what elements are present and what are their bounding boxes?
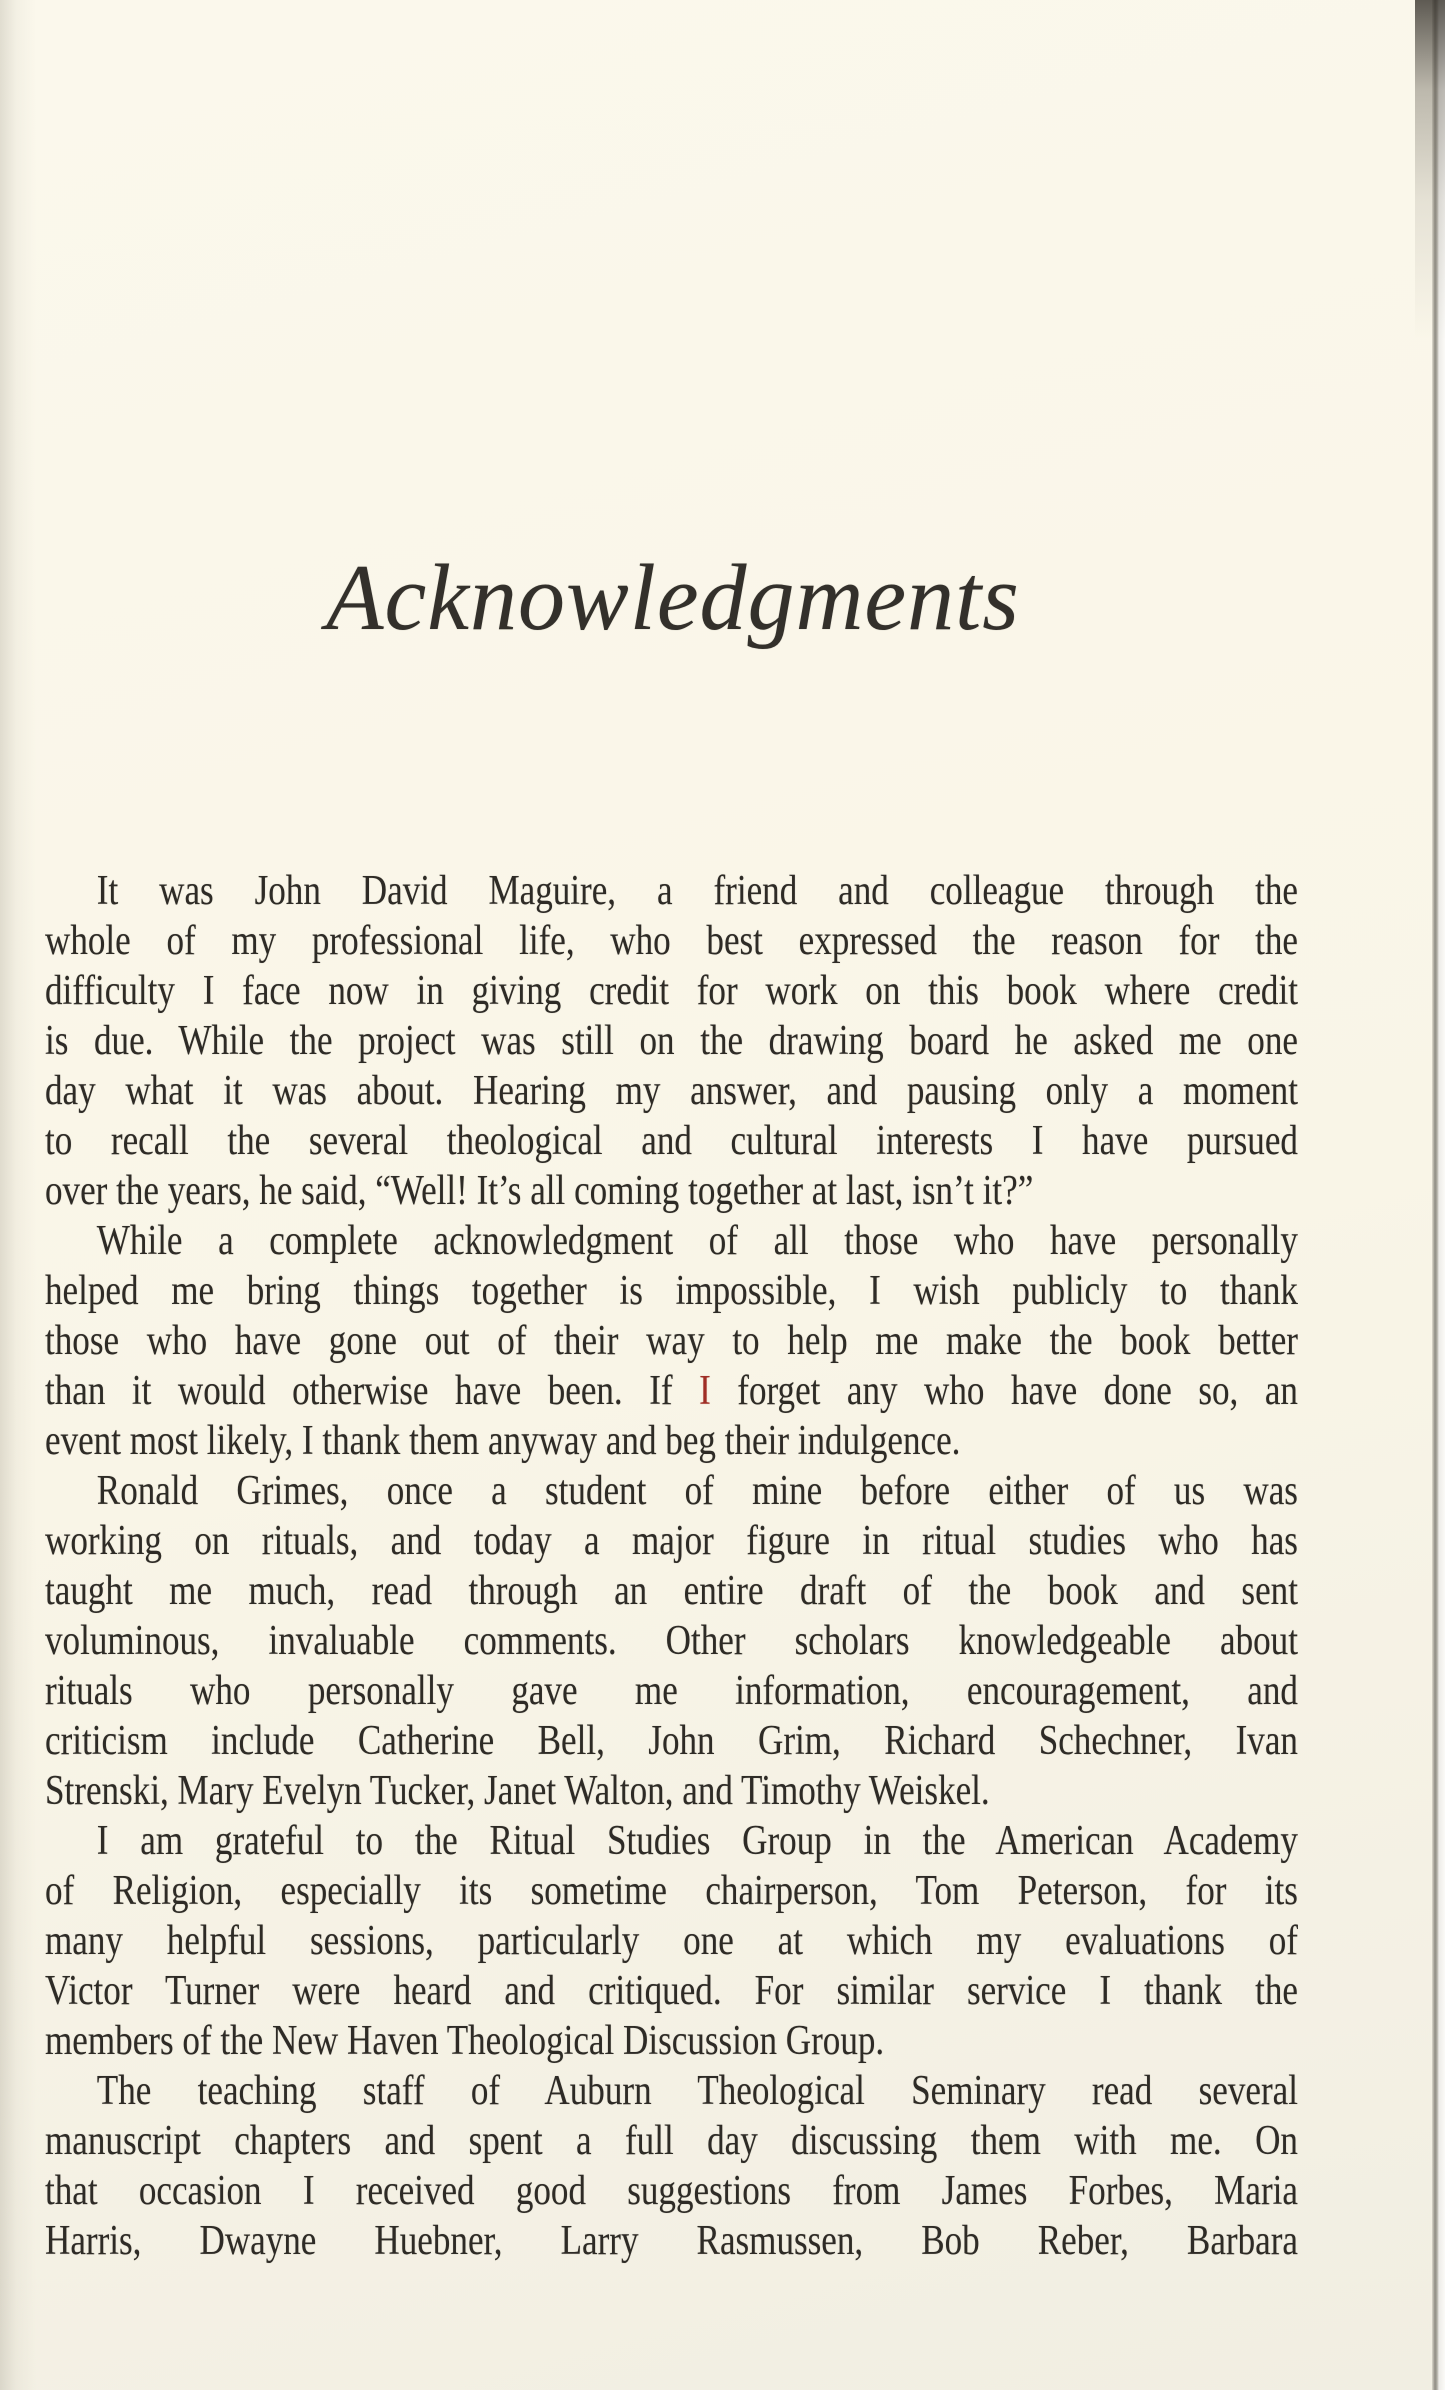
text-line: members of the New Haven Theological Discussion Group. xyxy=(45,2018,885,2064)
text-line: over the years, he said, “Well! It’s all coming together at last, isn’t it?” xyxy=(45,1168,1034,1214)
text-line: of Religion, especially its sometime chairperson, Tom Peterson, for its xyxy=(45,1868,1298,1914)
text-segment: forget any who have done so, an xyxy=(710,1368,1298,1414)
page-corner-shadow xyxy=(1415,0,1445,340)
text-line: While a complete acknowledgment of all those who have personally xyxy=(96,1218,1298,1264)
text-line: many helpful sessions, particularly one at which my evaluations of xyxy=(45,1918,1298,1964)
chapter-title: Acknowledgments xyxy=(326,546,1020,650)
page-left-edge-shading xyxy=(0,0,36,2390)
text-line: voluminous, invaluable comments. Other scholars knowledgeable about xyxy=(45,1618,1298,1664)
text-line: that occasion I received good suggestions from James Forbes, Maria xyxy=(45,2168,1298,2214)
paragraph-1 xyxy=(45,866,1298,1216)
text-line: criticism include Catherine Bell, John Grim, Richard Schechner, Ivan xyxy=(45,1718,1298,1764)
text-line: to recall the several theological and cultural interests I have pursued xyxy=(45,1118,1298,1164)
paragraph-5 xyxy=(45,2066,1298,2266)
paragraph-4 xyxy=(45,1816,1298,2066)
text-line: Harris, Dwayne Huebner, Larry Rasmussen, Bob Reber, Barbara xyxy=(45,2218,1298,2264)
text-line: The teaching staff of Auburn Theological Seminary read several xyxy=(96,2068,1298,2114)
text-line: Ronald Grimes, once a student of mine before either of us was xyxy=(96,1468,1298,1514)
text-line: taught me much, read through an entire draft of the book and sent xyxy=(45,1568,1298,1614)
text-line: whole of my professional life, who best expressed the reason for the xyxy=(45,918,1298,964)
text-line xyxy=(45,1366,1298,1416)
text-line: day what it was about. Hearing my answer, and pausing only a moment xyxy=(45,1068,1298,1114)
text-line: helped me bring things together is impossible, I wish publicly to thank xyxy=(45,1268,1298,1314)
text-line: I am grateful to the Ritual Studies Group in the American Academy xyxy=(96,1818,1298,1864)
paragraph-3 xyxy=(45,1466,1298,1816)
text-line: rituals who personally gave me information, encouragement, and xyxy=(45,1668,1298,1714)
text-line: difficulty I face now in giving credit for work on this book where credit xyxy=(45,968,1298,1014)
text-line: Strenski, Mary Evelyn Tucker, Janet Walton, and Timothy Weiskel. xyxy=(45,1768,990,1814)
text-line: manuscript chapters and spent a full day discussing them with me. On xyxy=(45,2118,1298,2164)
text-line: working on rituals, and today a major figure in ritual studies who has xyxy=(45,1518,1298,1564)
text-line: is due. While the project was still on the drawing board he asked me one xyxy=(45,1018,1298,1064)
text-line: Victor Turner were heard and critiqued. For similar service I thank the xyxy=(45,1968,1298,2014)
page-right-edge-line xyxy=(1432,0,1445,2390)
text-line: It was John David Maguire, a friend and colleague through the xyxy=(96,868,1298,914)
text-line: event most likely, I thank them anyway and beg their indulgence. xyxy=(45,1418,961,1464)
red-ink-letter: I xyxy=(699,1368,711,1414)
text-segment: than it would otherwise have been. If xyxy=(45,1368,700,1414)
body-text xyxy=(45,866,1298,2266)
text-line: those who have gone out of their way to help me make the book better xyxy=(45,1318,1298,1364)
paragraph-2 xyxy=(45,1216,1298,1466)
